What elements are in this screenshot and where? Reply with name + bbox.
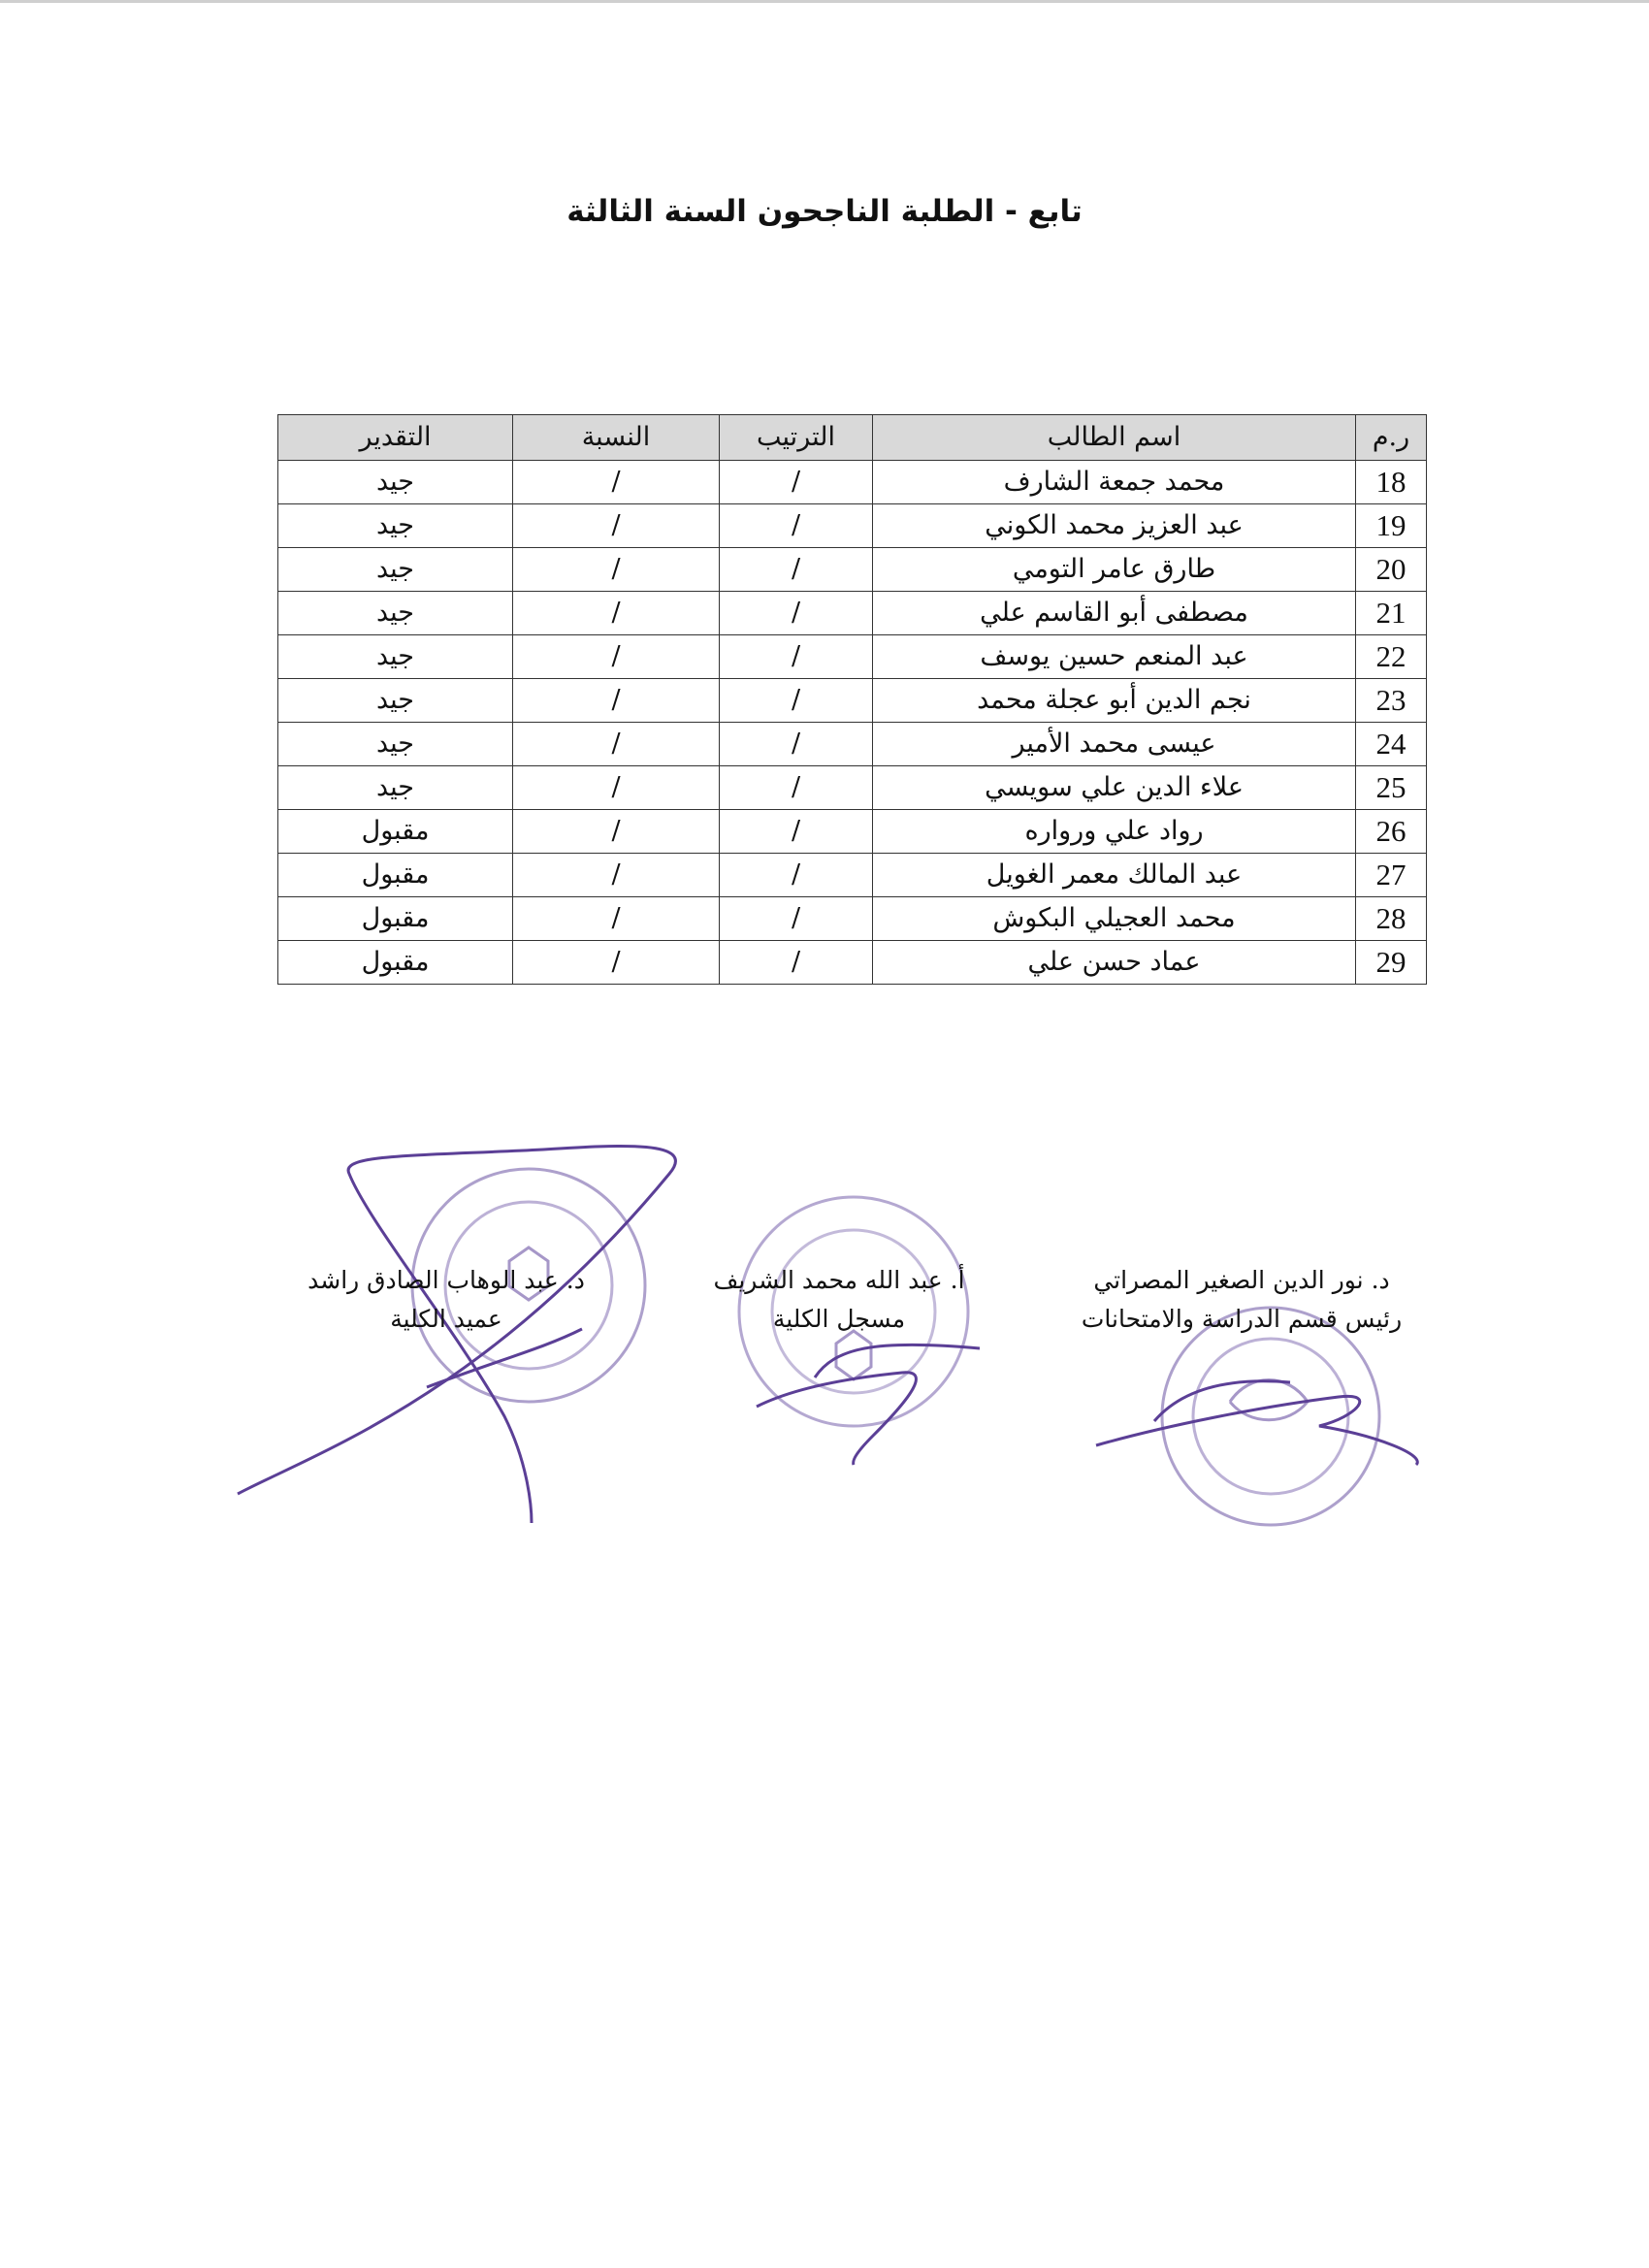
- cell-grade: جيد: [278, 461, 513, 504]
- cell-num: 27: [1356, 854, 1427, 897]
- cell-grade: جيد: [278, 766, 513, 810]
- cell-percent: /: [513, 766, 720, 810]
- cell-name: مصطفى أبو القاسم علي: [873, 592, 1356, 635]
- cell-num: 21: [1356, 592, 1427, 635]
- cell-rank: /: [720, 723, 873, 766]
- signatory-role: عميد الكلية: [390, 1305, 502, 1333]
- cell-name: نجم الدين أبو عجلة محمد: [873, 679, 1356, 723]
- department-head-signature: [1096, 1381, 1417, 1465]
- signatory-name: أ. عبد الله محمد الشريف: [713, 1266, 965, 1294]
- cell-num: 19: [1356, 504, 1427, 548]
- cell-rank: /: [720, 810, 873, 854]
- cell-grade: جيد: [278, 548, 513, 592]
- cell-rank: /: [720, 504, 873, 548]
- cell-rank: /: [720, 897, 873, 941]
- cell-percent: /: [513, 810, 720, 854]
- cell-rank: /: [720, 679, 873, 723]
- cell-grade: جيد: [278, 635, 513, 679]
- header-rank: الترتيب: [720, 415, 873, 461]
- cell-percent: /: [513, 854, 720, 897]
- cell-grade: جيد: [278, 723, 513, 766]
- cell-num: 23: [1356, 679, 1427, 723]
- cell-rank: /: [720, 461, 873, 504]
- cell-name: عبد العزيز محمد الكوني: [873, 504, 1356, 548]
- cell-rank: /: [720, 592, 873, 635]
- cell-percent: /: [513, 897, 720, 941]
- signature-block-registrar: [679, 1261, 999, 1339]
- header-grade: التقدير: [278, 415, 513, 461]
- cell-grade: مقبول: [278, 854, 513, 897]
- signature-block-department-head: [1038, 1261, 1445, 1339]
- cell-percent: /: [513, 504, 720, 548]
- cell-num: 20: [1356, 548, 1427, 592]
- cell-name: عيسى محمد الأمير: [873, 723, 1356, 766]
- cell-rank: /: [720, 854, 873, 897]
- header-percent: النسبة: [513, 415, 720, 461]
- cell-percent: /: [513, 635, 720, 679]
- cell-num: 25: [1356, 766, 1427, 810]
- cell-name: عبد المالك معمر الغويل: [873, 854, 1356, 897]
- cell-rank: /: [720, 766, 873, 810]
- cell-grade: مقبول: [278, 897, 513, 941]
- cell-grade: جيد: [278, 679, 513, 723]
- cell-grade: جيد: [278, 504, 513, 548]
- cell-name: محمد جمعة الشارف: [873, 461, 1356, 504]
- page-title: تابع - الطلبة الناجحون السنة الثالثة: [566, 194, 1083, 229]
- cell-name: رواد علي ورواره: [873, 810, 1356, 854]
- cell-grade: جيد: [278, 592, 513, 635]
- cell-percent: /: [513, 723, 720, 766]
- cell-name: علاء الدين علي سويسي: [873, 766, 1356, 810]
- cell-grade: مقبول: [278, 810, 513, 854]
- signature-block-dean: [252, 1261, 640, 1339]
- cell-num: 18: [1356, 461, 1427, 504]
- cell-rank: /: [720, 548, 873, 592]
- cell-percent: /: [513, 941, 720, 985]
- cell-rank: /: [720, 941, 873, 985]
- cell-num: 29: [1356, 941, 1427, 985]
- cell-num: 22: [1356, 635, 1427, 679]
- cell-percent: /: [513, 461, 720, 504]
- cell-name: محمد العجيلي البكوش: [873, 897, 1356, 941]
- cell-num: 24: [1356, 723, 1427, 766]
- signatory-role: رئيس قسم الدراسة والامتحانات: [1081, 1305, 1403, 1333]
- cell-rank: /: [720, 635, 873, 679]
- signatory-name: د. نور الدين الصغير المصراتي: [1093, 1266, 1390, 1294]
- cell-name: طارق عامر التومي: [873, 548, 1356, 592]
- cell-percent: /: [513, 592, 720, 635]
- signatory-name: د. عبد الوهاب الصادق راشد: [307, 1266, 585, 1294]
- cell-grade: مقبول: [278, 941, 513, 985]
- cell-num: 28: [1356, 897, 1427, 941]
- cell-percent: /: [513, 548, 720, 592]
- cell-name: عبد المنعم حسين يوسف: [873, 635, 1356, 679]
- cell-num: 26: [1356, 810, 1427, 854]
- cell-name: عماد حسن علي: [873, 941, 1356, 985]
- cell-percent: /: [513, 679, 720, 723]
- signatory-role: مسجل الكلية: [772, 1305, 906, 1333]
- header-name: اسم الطالب: [873, 415, 1356, 461]
- header-num: ر.م: [1356, 415, 1427, 461]
